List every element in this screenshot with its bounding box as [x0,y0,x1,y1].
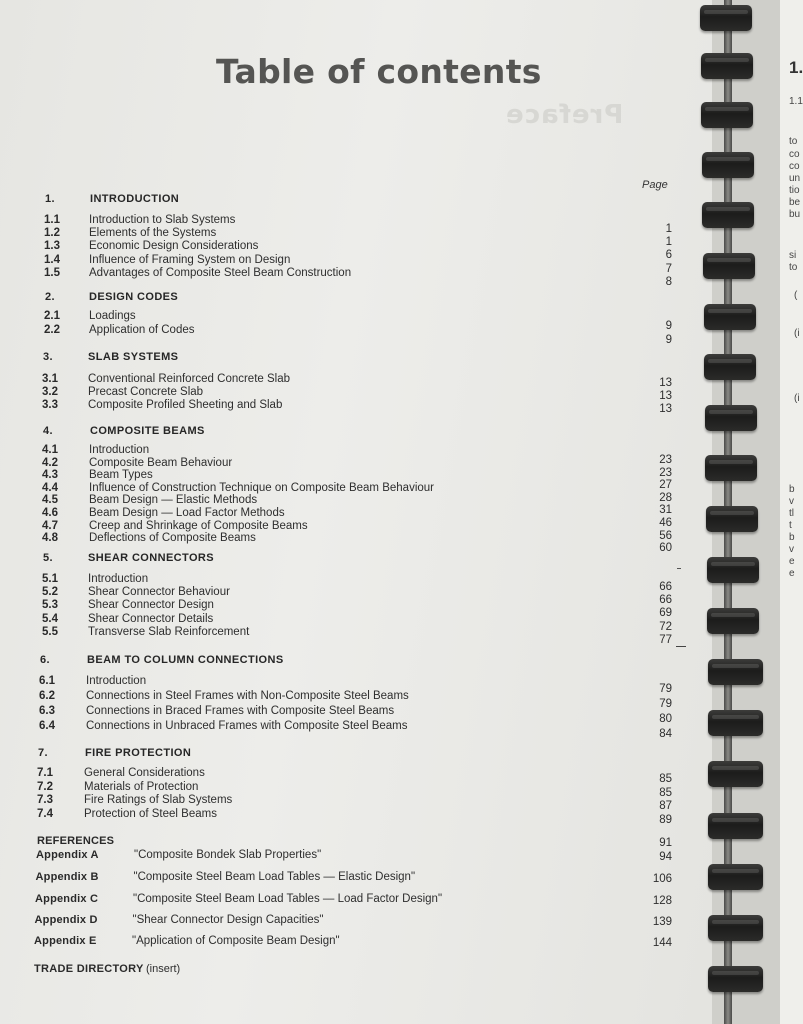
appendix-entry-page: 94 [659,851,672,863]
next-page-text-fragment: v [789,544,794,555]
next-page-text-fragment: co [789,149,800,160]
next-page-text-fragment: b [789,484,795,495]
toc-entry [0,585,712,599]
appendix-number: Appendix D [34,914,98,926]
section-heading [0,350,712,364]
toc-entry [0,266,712,280]
toc-entry-title: Fire Ratings of Slab Systems [84,794,233,806]
next-page-text-fragment: ( [794,290,798,301]
toc-entry-number: 7.1 [37,767,53,779]
toc-entry [0,385,712,399]
appendix-title: "Composite Steel Beam Load Tables — Load Factor Design" [133,893,443,905]
toc-entry-number: 4.1 [42,444,58,456]
references-page: 91 [659,837,672,849]
references-heading [0,834,712,848]
toc-entry-title: Introduction [88,573,149,585]
toc-entry-number: 3.1 [42,373,58,385]
toc-entry-title: Loadings [89,310,136,322]
spiral-coil [708,864,763,890]
toc-entry-title: Shear Connector Behaviour [88,586,230,599]
toc-entry-number: 2.1 [44,310,60,322]
toc-entry-number: 7.3 [37,794,53,806]
spiral-coil [708,710,763,736]
toc-entry-number: 6.3 [39,705,55,717]
section-title: DESIGN CODES [89,291,179,303]
trade-directory [0,962,712,976]
toc-entry-title: Connections in Braced Frames with Composite Steel Beams [86,705,395,717]
next-page-text-fragment: b [789,532,795,543]
toc-entry-page: 8 [665,275,672,288]
appendix-number: Appendix B [35,871,99,883]
next-page-text-fragment: tio [789,185,800,196]
toc-entry-number: 4.2 [42,456,58,469]
spiral-coil [708,915,763,941]
toc-entry-title: Precast Concrete Slab [88,386,204,398]
toc-entry-number: 4.7 [42,519,58,532]
toc-entry-title: Advantages of Composite Steel Beam Construction [89,266,352,279]
toc-entry-number: 4.4 [42,481,58,494]
spiral-coil [707,608,759,634]
section-title: SLAB SYSTEMS [88,351,179,363]
toc-entry-title: Protection of Steel Beams [84,807,217,820]
appendix-title: "Composite Bondek Slab Properties" [134,849,322,861]
next-page-text-fragment: un [789,173,801,184]
toc-entry-page: 79 [659,698,672,710]
toc-entry [0,239,712,253]
toc-entry-page: 56 [659,529,672,542]
toc-entry-number: 4.8 [42,532,58,545]
toc-entry-page: 87 [659,800,672,812]
toc-entry-page: 72 [659,620,672,633]
toc-entry-number: 1.4 [44,253,60,266]
toc-entry-number: 7.4 [37,807,53,820]
next-page-text-fragment: (i [794,328,800,339]
toc-entry [0,253,712,267]
section-number: 5. [43,552,53,564]
appendix-entry [0,870,712,884]
toc-entry-page: 66 [659,594,672,607]
appendix-entry-page: 106 [652,873,672,885]
appendix-entry [0,934,712,948]
next-page-text-fragment: e [789,568,795,579]
toc-entry-title: Shear Connector Details [88,612,214,625]
toc-entry-page: 13 [659,403,672,415]
toc-entry-page: 79 [659,683,672,695]
toc-entry [0,598,712,612]
section-heading [0,551,712,565]
toc-entry-title: Connections in Unbraced Frames with Composite Steel Beams [86,720,408,732]
next-page-edge [780,0,803,1024]
section-number: 3. [43,351,53,363]
toc-entry-title: Composite Profiled Sheeting and Slab [88,399,283,411]
toc-entry-page: 89 [659,813,672,826]
toc-entry-title: Influence of Construction Technique on Composite Beam Behaviour [89,481,434,494]
toc-entry [0,766,712,780]
toc-entry-title: Materials of Protection [84,780,199,793]
toc-entry-page: 66 [659,581,672,593]
appendix-title: "Application of Composite Beam Design" [132,935,340,947]
toc-entry-page: 31 [659,504,672,517]
appendix-number: Appendix A [36,849,99,861]
section-title: BEAM TO COLUMN CONNECTIONS [87,654,284,666]
toc-entry-title: Introduction to Slab Systems [89,214,236,226]
appendix-number: Appendix E [34,935,97,947]
toc-entry-number: 3.3 [42,399,58,411]
next-page-text-fragment: co [789,161,800,172]
toc-entry-page: 13 [659,390,672,402]
toc-entry-page: 28 [659,491,672,504]
spiral-coil [703,253,755,279]
trade-directory-title: TRADE DIRECTORY [34,963,144,975]
toc-entry-number: 5.4 [42,612,58,625]
appendix-entry [0,913,712,927]
trade-directory-note: (insert) [146,963,181,975]
toc-entry [0,398,712,412]
toc-entry-title: Conventional Reinforced Concrete Slab [88,373,291,385]
toc-entry-title: Deflections of Composite Beams [89,532,256,545]
toc-entry-title: Application of Codes [89,323,195,336]
toc-entry-number: 3.2 [42,386,58,398]
section-heading [0,192,712,206]
toc-entry [0,226,712,240]
spiral-coil [708,813,763,839]
toc-entry-title: Economic Design Considerations [89,240,259,253]
toc-entry [0,612,712,626]
toc-entry-page: 1 [665,223,672,235]
section-number: 1. [45,193,55,205]
toc-entry-page: 84 [659,728,672,740]
spiral-coil [707,557,759,583]
toc-entry-page: 23 [659,466,672,479]
next-page-text-fragment: to [789,262,798,273]
toc-entry [0,572,712,586]
toc-entry-number: 1.2 [44,227,60,240]
appendix-title: "Composite Steel Beam Load Tables — Elastic Design" [133,871,416,883]
toc-entry-number: 4.6 [42,507,58,519]
next-page-text-fragment: be [789,197,801,208]
section-title: SHEAR CONNECTORS [88,552,214,564]
toc-entry-number: 4.5 [42,494,58,507]
toc-entry-title: Beam Types [89,469,153,482]
section-title: INTRODUCTION [90,193,180,205]
appendix-number: Appendix C [35,893,99,905]
spiral-coil [705,405,757,431]
toc-entry [0,323,712,337]
toc-entry [0,372,712,386]
toc-entry [0,793,712,807]
toc-entry [0,625,712,639]
toc-entry-page: 6 [665,249,672,262]
toc-entry-number: 2.2 [44,323,60,336]
toc-entry-page: 69 [659,607,672,620]
next-page-text-fragment: tl [789,508,794,519]
spiral-coil [704,304,756,330]
toc-entry-number: 5.2 [42,586,58,599]
spiral-coil [708,659,763,685]
toc-entry-title: Introduction [86,675,147,687]
spiral-coil [702,202,754,228]
toc-entry-number: 6.1 [39,675,55,687]
section-title: COMPOSITE BEAMS [90,425,205,437]
section-heading [0,653,712,667]
toc-entry-title: Composite Beam Behaviour [89,456,233,469]
toc-entry-title: Introduction [89,444,150,456]
toc-entry-title: Transverse Slab Reinforcement [88,625,250,638]
page-column-label: Page [642,179,668,191]
toc-entry-page: 1 [665,236,672,249]
appendix-entry [0,892,712,906]
spiral-coil [705,455,757,481]
toc-entry [0,309,712,323]
toc-entry [0,674,712,688]
toc-entry-title: General Considerations [84,767,205,779]
toc-entry-number: 1.3 [44,240,60,253]
show-through-text: Preface [505,100,624,130]
next-page-text-fragment: to [789,136,798,147]
toc-entry [0,719,712,733]
toc-entry-page: 7 [665,262,672,275]
toc-entry-number: 7.2 [37,780,53,793]
toc-entry-title: Elements of the Systems [89,227,217,240]
toc-entry [0,780,712,794]
next-page-text-fragment: v [789,496,794,507]
toc-entry-number: 5.3 [42,599,58,612]
next-page-text-fragment: 1.1 [789,96,803,107]
toc-entry-title: Beam Design — Load Factor Methods [89,507,285,519]
next-page-text-fragment: t [789,520,792,531]
toc-entry-page: 9 [665,333,672,346]
toc-entry-page: 77 [659,633,672,646]
appendix-entry-page: 128 [652,895,672,907]
spiral-coil [704,354,756,380]
toc-entry-page: 13 [659,377,672,389]
section-number: 6. [40,654,50,666]
pen-mark [676,646,686,647]
spiral-coil [702,152,754,178]
toc-entry [0,689,712,703]
spiral-coil [706,506,758,532]
section-title: FIRE PROTECTION [85,747,192,759]
section-heading [0,746,712,760]
spiral-coil [701,53,753,79]
section-heading [0,424,712,438]
section-number: 2. [45,291,55,303]
page-title: Table of contents [216,52,542,91]
toc-entry-number: 5.1 [42,573,58,585]
next-page-text-fragment: bu [789,209,801,220]
appendix-entry-page: 144 [652,937,672,949]
spiral-coil [708,761,763,787]
toc-entry-page: 85 [659,786,672,799]
toc-entry-number: 1.5 [44,266,60,279]
toc-entry-title: Creep and Shrinkage of Composite Beams [89,519,308,532]
toc-entry-page: 80 [659,713,672,725]
next-page-text-fragment: e [789,556,795,567]
spiral-coil [700,5,752,31]
toc-entry [0,704,712,718]
toc-entry-title: Shear Connector Design [88,599,214,612]
toc-entry-page: 9 [665,320,672,332]
toc-entry-page: 46 [659,517,672,529]
section-number: 7. [38,747,48,759]
pen-mark [677,568,681,569]
next-page-text-fragment: 1. [789,58,803,77]
toc-entry-page: 85 [659,773,672,785]
toc-entry-page: 60 [659,542,672,555]
toc-entry-number: 4.3 [42,469,58,482]
toc-entry-title: Beam Design — Elastic Methods [89,494,258,507]
appendix-entry-page: 139 [652,916,672,928]
references-title: REFERENCES [37,835,115,847]
next-page-text-fragment: si [789,250,797,261]
section-heading [0,290,712,304]
toc-entry-title: Influence of Framing System on Design [89,253,291,266]
appendix-entry [0,848,712,862]
toc-entry-number: 6.4 [39,720,55,732]
toc-entry-number: 5.5 [42,625,58,638]
spiral-coil [708,966,763,992]
spiral-coil [701,102,753,128]
toc-entry [0,213,712,227]
toc-entry-number: 1.1 [44,214,60,226]
toc-entry-page: 23 [659,454,672,466]
section-number: 4. [43,425,53,437]
next-page-text-fragment: (i [794,393,800,404]
toc-entry-title: Connections in Steel Frames with Non-Composite Steel Beams [86,690,409,702]
appendix-title: "Shear Connector Design Capacities" [132,914,324,926]
toc-entry [0,531,712,545]
toc-entry-page: 27 [659,479,672,492]
toc-entry [0,807,712,821]
toc-entry-number: 6.2 [39,690,55,702]
